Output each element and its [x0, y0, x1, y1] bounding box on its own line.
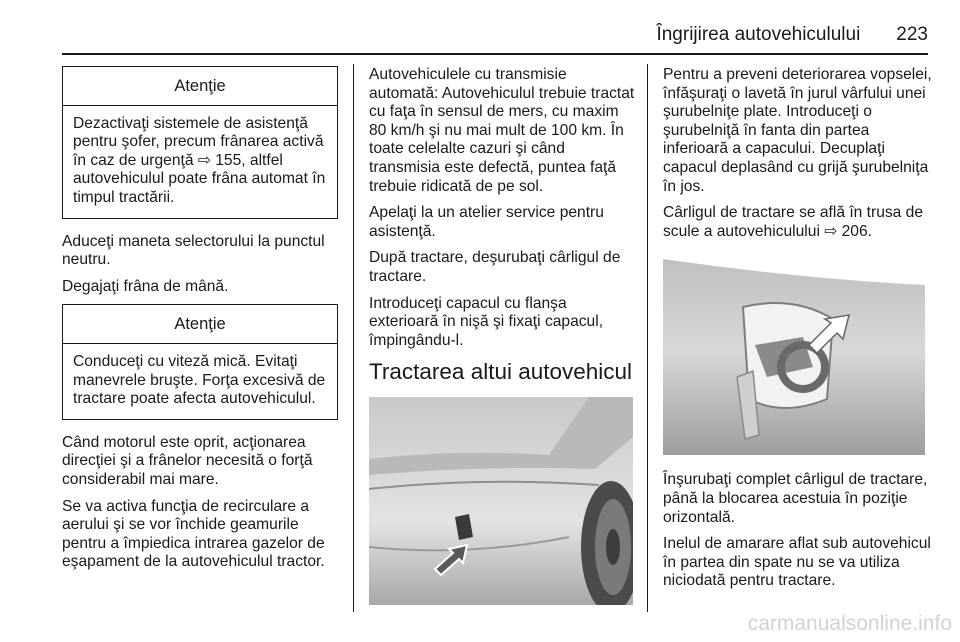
rear-bumper-illustration	[369, 397, 633, 605]
paragraph: Se va activa funcţia de recirculare a aerului şi se vor închide geamurile pentru a împiedica intrarea gazelor de eşapament de la autovehiculul tractor.	[62, 497, 325, 571]
column-3	[663, 66, 933, 599]
tow-hook-illustration	[663, 249, 925, 455]
column-2	[369, 66, 635, 605]
header-rule	[62, 53, 928, 55]
tow-hook-drawing	[663, 249, 925, 455]
chapter-title: Îngrijirea autovehiculului	[656, 24, 861, 45]
paragraph: Când motorul este oprit, acţionarea direcţiei şi a frânelor necesită o forţă considerabil mai mare.	[62, 433, 313, 488]
paragraph: Apelaţi la un atelier service pentru asistenţă.	[369, 204, 604, 240]
paragraph: Autovehiculele cu transmisie automată: Autovehiculul trebuie tractat cu faţa în sensul de mers, cu maxim 80 km/h şi nu mai mult de 100 km. În toate celelalte cazuri şi când transmisia este defectă, puntea faţă trebuie ridicată de pe sol.	[369, 66, 635, 195]
column-1	[62, 66, 338, 580]
section-heading: Tractarea altui autovehicul	[369, 359, 633, 385]
warning-box-2	[62, 304, 338, 419]
warning-title: Atenţie	[63, 67, 337, 106]
page-header	[62, 24, 928, 52]
column-divider-1	[353, 64, 354, 612]
paragraph: Pentru a preveni deteriorarea vopselei, înfăşuraţi o lavetă în jurul vârfului unei şurubelniţe plate. Introduceţi o şurubelniţă în fanta din partea inferioară a capacului. Decuplaţi capacul deplasând cu grijă şurubelniţa în jos.	[663, 66, 932, 195]
column-divider-2	[647, 64, 648, 612]
paragraph: Înşurubaţi complet cârligul de tractare, până la blocarea acestuia în poziţie orizontală.	[663, 471, 928, 526]
paragraph: Degajaţi frâna de mână.	[62, 277, 229, 295]
warning-text: Dezactivaţi sistemele de asistenţă pentru şofer, precum frânarea activă în caz de urgenţă ⇨ 155, altfel autovehiculul poate frâna automat în timpul tractării.	[73, 114, 326, 206]
page-number: 223	[896, 24, 928, 45]
rear-bumper-drawing	[369, 397, 633, 605]
paragraph: Cârligul de tractare se află în trusa de scule a autovehiculului ⇨ 206.	[663, 204, 924, 240]
paragraph: Introduceţi capacul cu flanşa exterioară în nişă şi fixaţi capacul, împingându-l.	[369, 294, 604, 349]
watermark: carmanualsonline.info	[747, 612, 952, 635]
paragraph: Aduceţi maneta selectorului la punctul neutru.	[62, 232, 325, 269]
warning-box-1	[62, 66, 338, 219]
warning-text: Conduceţi cu viteză mică. Evitaţi manevrele bruşte. Forţa excesivă de tractare poate afecta autovehiculul.	[73, 352, 326, 408]
paragraph: După tractare, deşurubaţi cârligul de tractare.	[369, 249, 621, 285]
warning-title: Atenţie	[63, 305, 337, 344]
paragraph: Inelul de amarare aflat sub autovehicul în partea din spate nu se va utiliza niciodată pentru tractare.	[663, 535, 931, 590]
